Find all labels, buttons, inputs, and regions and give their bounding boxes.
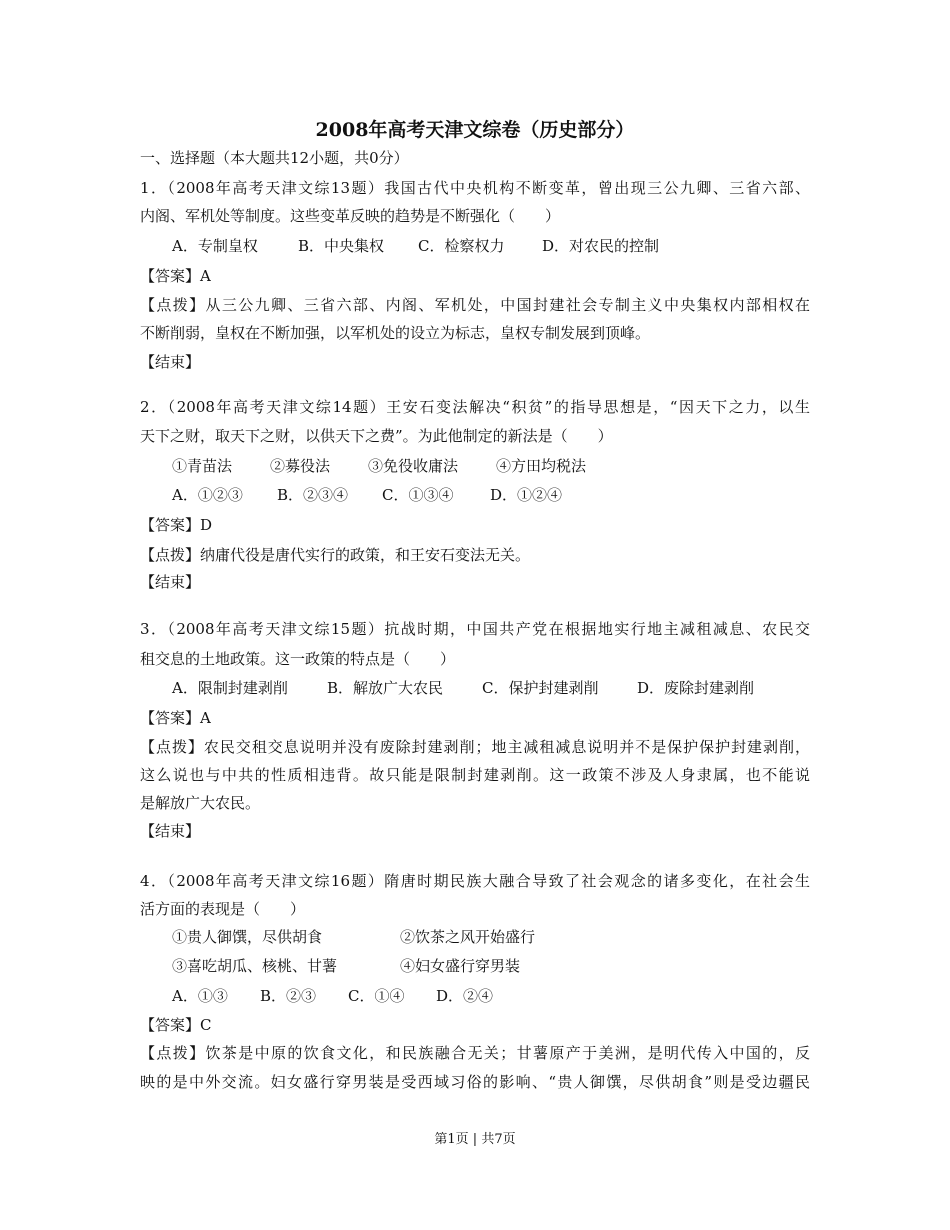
item-2: ②募役法 [270, 457, 331, 475]
item-4: ④妇女盛行穿男装 [400, 957, 521, 975]
option-a: A．专制皇权 [172, 237, 258, 255]
option-d: D．①②④ [490, 486, 563, 504]
question-1-end: 【结束】 [140, 353, 201, 371]
question-1-answer: 【答案】A [140, 267, 211, 285]
question-3-stem-cont: 租交息的土地政策。这一政策的特点是（ ） [140, 650, 456, 668]
item-3: ③免役收庸法 [368, 457, 459, 475]
item-4: ④方田均税法 [496, 457, 587, 475]
question-2-stem: 2．（2008年高考天津文综14题）王安石变法解决“积贫”的指导思想是，“因天下之力，以生 [140, 398, 810, 416]
option-b: B．②③ [260, 987, 317, 1005]
question-2-stem-cont: 天下之财，取天下之财，以供天下之费”。为此他制定的新法是（ ） [140, 427, 613, 445]
page-footer: 第1页 | 共7页 [434, 1132, 516, 1147]
option-d: D．废除封建剥削 [637, 679, 755, 697]
question-3-explanation-cont: 这么说也与中共的性质相违背。故只能是限制封建剥削。这一政策不涉及人身隶属，也不能说 [140, 766, 810, 784]
item-2: ②饮茶之风开始盛行 [400, 928, 536, 946]
question-3-explanation-end: 是解放广大农民。 [140, 794, 261, 812]
question-1-stem-cont: 内阁、军机处等制度。这些变革反映的趋势是不断强化（ ） [140, 207, 561, 225]
item-3: ③喜吃胡瓜、核桃、甘薯 [172, 957, 338, 975]
question-4-explanation-cont: 映的是中外交流。妇女盛行穿男装是受西域习俗的影响、“贵人御馔，尽供胡食”则是受边疆民 [140, 1073, 810, 1091]
question-1-stem: 1．（2008年高考天津文综13题）我国古代中央机构不断变革，曾出现三公九卿、三省六部、 [140, 179, 810, 197]
question-4-answer: 【答案】C [140, 1016, 212, 1034]
option-b: B．解放广大农民 [327, 679, 444, 697]
option-a: A．限制封建剥削 [172, 679, 288, 697]
question-2-options [172, 485, 562, 505]
question-2-explanation: 【点拨】纳庸代役是唐代实行的政策，和王安石变法无关。 [140, 546, 531, 564]
question-4-stem-cont: 活方面的表现是（ ） [140, 900, 306, 918]
question-2-end: 【结束】 [140, 573, 201, 591]
question-4-items-row1 [172, 927, 535, 947]
option-b: B．中央集权 [298, 237, 385, 255]
option-b: B．②③④ [277, 486, 349, 504]
document-title: 2008年高考天津文综卷（历史部分） [315, 119, 635, 141]
option-d: D．对农民的控制 [542, 237, 660, 255]
option-c: C．①③④ [382, 486, 454, 504]
question-4-items-row2 [172, 956, 520, 976]
question-3-answer: 【答案】A [140, 709, 211, 727]
question-2-items [172, 456, 586, 476]
question-3-stem: 3．（2008年高考天津文综15题）抗战时期，中国共产党在根据地实行地主减租减息、农民交 [140, 620, 810, 638]
question-1-explanation-cont: 不断削弱，皇权在不断加强，以军机处的设立为标志，皇权专制发展到顶峰。 [140, 324, 651, 342]
option-a: A．①③ [172, 987, 228, 1005]
question-3-end: 【结束】 [140, 822, 201, 840]
option-d: D．②④ [436, 987, 494, 1005]
question-2-answer: 【答案】D [140, 516, 213, 534]
question-1-options [172, 236, 659, 256]
question-4-explanation: 【点拨】饮茶是中原的饮食文化，和民族融合无关；甘薯原产于美洲，是明代传入中国的，反 [140, 1044, 810, 1062]
option-a: A．①②③ [172, 486, 243, 504]
question-4-options [172, 986, 493, 1006]
option-c: C．保护封建剥削 [482, 679, 599, 697]
question-1-explanation: 【点拨】从三公九卿、三省六部、内阁、军机处，中国封建社会专制主义中央集权内部相权在 [140, 296, 810, 314]
option-c: C．①④ [348, 987, 405, 1005]
section-heading: 一、选择题（本大题共12小题，共0分） [140, 149, 409, 167]
item-1: ①青苗法 [172, 457, 233, 475]
question-3-explanation: 【点拨】农民交租交息说明并没有废除封建剥削；地主减租减息说明并不是保护保护封建剥削， [140, 738, 810, 756]
question-4-stem: 4．（2008年高考天津文综16题）隋唐时期民族大融合导致了社会观念的诸多变化，在社会生 [140, 872, 810, 890]
question-3-options [172, 678, 754, 698]
item-1: ①贵人御馔，尽供胡食 [172, 928, 323, 946]
option-c: C．检察权力 [418, 237, 505, 255]
